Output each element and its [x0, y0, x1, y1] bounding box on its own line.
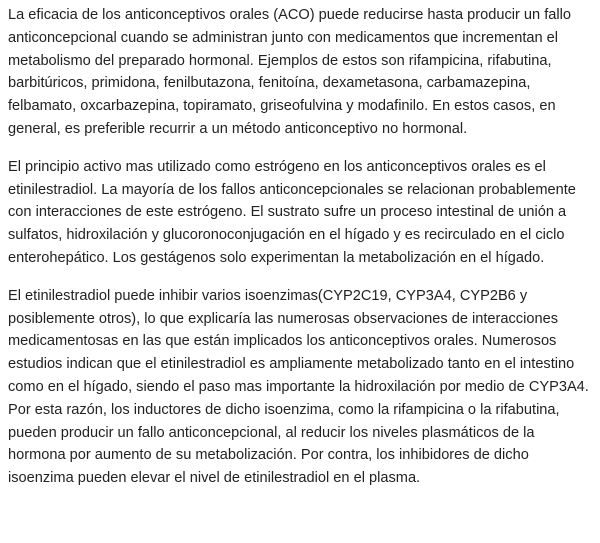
text-line: pueden producir un fallo anticoncepcional, al reducir los niveles plasmáticos de la [8, 424, 535, 441]
text-line: Por esta razón, los inductores de dicho isoenzima, como la rifampicina o la rifabutina, [8, 401, 560, 418]
text-line: sulfatos, hidroxilación y glucoronoconjugación en el hígado y es recirculado en el ciclo [8, 227, 565, 244]
text-line: metabolismo del preparado hormonal. Ejemplos de estos son rifampicina, rifabutina, [8, 52, 552, 69]
text-line: general, es preferible recurrir a un método anticonceptivo no hormonal. [8, 120, 468, 137]
text-line: barbitúricos, primidona, fenilbutazona, fenitoína, dexametasona, carbamazepina, [8, 75, 531, 92]
text-line: como en el hígado, siendo el paso mas importante la hidroxilación por medio de CYP3A4. [8, 378, 589, 395]
text-line: etinilestradiol. La mayoría de los fallos anticoncepcionales se relacionan probablemente [8, 181, 576, 198]
text-line: hormona por aumento de su metabolización. Por contra, los inhibidores de dicho [8, 447, 529, 464]
text-line: El etinilestradiol puede inhibir varios isoenzimas(CYP2C19, CYP3A4, CYP2B6 y [8, 287, 528, 304]
text-line: felbamato, oxcarbazepina, topiramato, griseofulvina y modafinilo. En estos casos, en [8, 98, 556, 115]
text-line: estudios indican que el etinilestradiol es ampliamente metabolizado tanto en el intestino [8, 356, 575, 373]
text-line: posiblemente otros), lo que explicaría las numerosas observaciones de interacciones [8, 310, 558, 327]
text-line: isoenzima pueden elevar el nivel de etinilestradiol en el plasma. [8, 470, 421, 487]
text-line: enterohepático. Los gestágenos solo experimentan la metabolización en el hígado. [8, 249, 545, 266]
paragraph-isoenzymes [8, 285, 592, 490]
text-line: medicamentosas en las que están implicados los anticonceptivos orales. Numerosos [8, 333, 557, 350]
text-line: con interacciones de este estrógeno. El sustrato sufre un proceso intestinal de unión a [8, 204, 567, 221]
text-line: La eficacia de los anticonceptivos orales (ACO) puede reducirse hasta producir un fallo [8, 7, 571, 23]
text-line: anticoncepcional cuando se administran junto con medicamentos que incrementan el [8, 29, 559, 46]
text-line: El principio activo mas utilizado como estrógeno en los anticonceptivos orales es el [8, 158, 546, 175]
paragraph-estrogen [8, 156, 592, 270]
paragraph-aco-efficacy [8, 4, 592, 141]
